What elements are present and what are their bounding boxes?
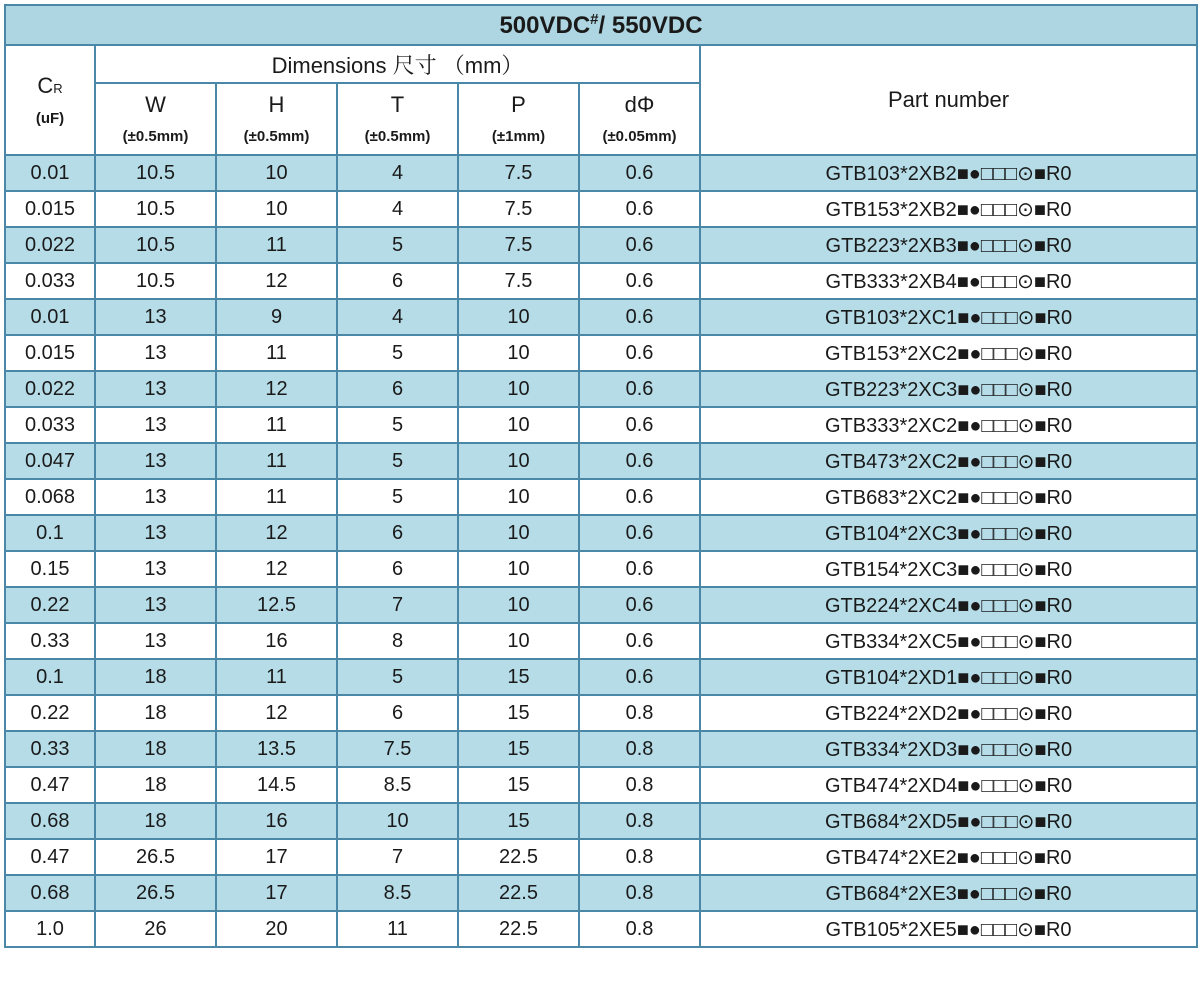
table-row — [5, 299, 1197, 335]
width-cell: 10.5 — [95, 155, 216, 191]
table-row — [5, 263, 1197, 299]
lead-diameter-cell: 0.6 — [579, 335, 700, 371]
width-cell: 13 — [95, 515, 216, 551]
width-cell: 18 — [95, 659, 216, 695]
width-cell: 13 — [95, 587, 216, 623]
table-row — [5, 839, 1197, 875]
height-cell: 12 — [216, 695, 337, 731]
height-cell: 10 — [216, 191, 337, 227]
dimensions-header: Dimensions 尺寸 （mm） — [95, 45, 700, 83]
pitch-cell: 15 — [458, 659, 579, 695]
width-cell: 18 — [95, 695, 216, 731]
height-cell: 12.5 — [216, 587, 337, 623]
lead-diameter-cell: 0.6 — [579, 659, 700, 695]
thickness-cell: 4 — [337, 299, 458, 335]
pitch-cell: 22.5 — [458, 839, 579, 875]
part-number-cell: GTB334*2XD3■●□□□⊙■R0 — [700, 731, 1197, 767]
pitch-cell: 10 — [458, 515, 579, 551]
thickness-cell: 4 — [337, 155, 458, 191]
pitch-cell: 15 — [458, 695, 579, 731]
lead-diameter-cell: 0.8 — [579, 731, 700, 767]
thickness-cell: 8.5 — [337, 767, 458, 803]
lead-diameter-cell: 0.6 — [579, 623, 700, 659]
lead-diameter-cell: 0.6 — [579, 551, 700, 587]
column-symbol: W — [145, 91, 166, 117]
part-number-cell: GTB154*2XC3■●□□□⊙■R0 — [700, 551, 1197, 587]
height-cell: 20 — [216, 911, 337, 947]
part-number-cell: GTB224*2XC4■●□□□⊙■R0 — [700, 587, 1197, 623]
table-row — [5, 623, 1197, 659]
table-row — [5, 911, 1197, 947]
thickness-cell: 6 — [337, 551, 458, 587]
table-row — [5, 551, 1197, 587]
pitch-cell: 7.5 — [458, 155, 579, 191]
thickness-cell: 6 — [337, 263, 458, 299]
width-cell: 13 — [95, 551, 216, 587]
capacitance-cell: 0.047 — [5, 443, 95, 479]
part-number-cell: GTB104*2XD1■●□□□⊙■R0 — [700, 659, 1197, 695]
width-cell: 10.5 — [95, 263, 216, 299]
spec-table — [4, 4, 1198, 948]
height-cell: 17 — [216, 875, 337, 911]
capacitance-cell: 0.1 — [5, 515, 95, 551]
table-row — [5, 407, 1197, 443]
height-cell: 9 — [216, 299, 337, 335]
table-row — [5, 875, 1197, 911]
table-row — [5, 587, 1197, 623]
capacitance-cell: 0.022 — [5, 371, 95, 407]
part-number-cell: GTB683*2XC2■●□□□⊙■R0 — [700, 479, 1197, 515]
part-number-cell: GTB153*2XB2■●□□□⊙■R0 — [700, 191, 1197, 227]
capacitance-cell: 0.1 — [5, 659, 95, 695]
height-cell: 13.5 — [216, 731, 337, 767]
thickness-cell: 5 — [337, 407, 458, 443]
pitch-cell: 7.5 — [458, 191, 579, 227]
table-row — [5, 803, 1197, 839]
thickness-cell: 11 — [337, 911, 458, 947]
capacitance-cell: 0.022 — [5, 227, 95, 263]
lead-diameter-cell: 0.8 — [579, 803, 700, 839]
part-number-cell: GTB103*2XB2■●□□□⊙■R0 — [700, 155, 1197, 191]
column-tolerance: (±0.5mm) — [364, 128, 431, 146]
thickness-cell: 5 — [337, 443, 458, 479]
part-number-cell: GTB334*2XC5■●□□□⊙■R0 — [700, 623, 1197, 659]
cr-label: C — [37, 73, 54, 99]
part-number-cell: GTB105*2XE5■●□□□⊙■R0 — [700, 911, 1197, 947]
height-cell: 12 — [216, 371, 337, 407]
lead-diameter-cell: 0.6 — [579, 191, 700, 227]
cr-unit: (uF) — [35, 109, 65, 127]
thickness-cell: 6 — [337, 695, 458, 731]
thickness-cell: 7.5 — [337, 731, 458, 767]
title-main: 500VDC — [499, 11, 591, 39]
dimension-column-header — [458, 83, 579, 155]
lead-diameter-cell: 0.6 — [579, 155, 700, 191]
pitch-cell: 10 — [458, 587, 579, 623]
height-cell: 17 — [216, 839, 337, 875]
thickness-cell: 10 — [337, 803, 458, 839]
part-number-cell: GTB473*2XC2■●□□□⊙■R0 — [700, 443, 1197, 479]
width-cell: 13 — [95, 299, 216, 335]
thickness-cell: 8.5 — [337, 875, 458, 911]
part-number-cell: GTB224*2XD2■●□□□⊙■R0 — [700, 695, 1197, 731]
pitch-cell: 7.5 — [458, 227, 579, 263]
pitch-cell: 15 — [458, 731, 579, 767]
thickness-cell: 7 — [337, 839, 458, 875]
lead-diameter-cell: 0.6 — [579, 371, 700, 407]
part-number-cell: GTB103*2XC1■●□□□⊙■R0 — [700, 299, 1197, 335]
thickness-cell: 5 — [337, 227, 458, 263]
pitch-cell: 10 — [458, 335, 579, 371]
pitch-cell: 10 — [458, 299, 579, 335]
height-cell: 11 — [216, 407, 337, 443]
lead-diameter-cell: 0.6 — [579, 587, 700, 623]
lead-diameter-cell: 0.8 — [579, 875, 700, 911]
capacitance-cell: 0.47 — [5, 767, 95, 803]
width-cell: 13 — [95, 443, 216, 479]
capacitance-cell: 0.33 — [5, 731, 95, 767]
height-cell: 16 — [216, 803, 337, 839]
width-cell: 13 — [95, 371, 216, 407]
thickness-cell: 7 — [337, 587, 458, 623]
dimension-column-header — [95, 83, 216, 155]
part-number-cell: GTB684*2XD5■●□□□⊙■R0 — [700, 803, 1197, 839]
width-cell: 10.5 — [95, 191, 216, 227]
thickness-cell: 8 — [337, 623, 458, 659]
capacitance-cell: 0.068 — [5, 479, 95, 515]
height-cell: 12 — [216, 515, 337, 551]
height-cell: 11 — [216, 227, 337, 263]
table-row — [5, 191, 1197, 227]
dimension-column-header — [216, 83, 337, 155]
table-row — [5, 767, 1197, 803]
pitch-cell: 22.5 — [458, 911, 579, 947]
lead-diameter-cell: 0.6 — [579, 299, 700, 335]
pitch-cell: 22.5 — [458, 875, 579, 911]
column-tolerance: (±1mm) — [491, 128, 546, 146]
part-number-cell: GTB223*2XC3■●□□□⊙■R0 — [700, 371, 1197, 407]
lead-diameter-cell: 0.6 — [579, 263, 700, 299]
capacitance-header — [5, 45, 95, 155]
table-row — [5, 371, 1197, 407]
thickness-cell: 6 — [337, 515, 458, 551]
table-row — [5, 695, 1197, 731]
width-cell: 13 — [95, 335, 216, 371]
table-row — [5, 155, 1197, 191]
lead-diameter-cell: 0.8 — [579, 767, 700, 803]
part-number-cell: GTB223*2XB3■●□□□⊙■R0 — [700, 227, 1197, 263]
pitch-cell: 10 — [458, 407, 579, 443]
part-number-cell: GTB684*2XE3■●□□□⊙■R0 — [700, 875, 1197, 911]
capacitance-cell: 0.33 — [5, 623, 95, 659]
table-row — [5, 659, 1197, 695]
width-cell: 18 — [95, 731, 216, 767]
table-title — [5, 5, 1197, 45]
width-cell: 10.5 — [95, 227, 216, 263]
thickness-cell: 5 — [337, 659, 458, 695]
pitch-cell: 10 — [458, 479, 579, 515]
height-cell: 12 — [216, 551, 337, 587]
column-symbol: T — [390, 91, 405, 117]
table-row — [5, 515, 1197, 551]
capacitance-cell: 0.015 — [5, 335, 95, 371]
column-tolerance: (±0.5mm) — [243, 128, 310, 146]
table-row — [5, 443, 1197, 479]
lead-diameter-cell: 0.8 — [579, 911, 700, 947]
lead-diameter-cell: 0.6 — [579, 515, 700, 551]
capacitance-cell: 0.015 — [5, 191, 95, 227]
part-number-cell: GTB104*2XC3■●□□□⊙■R0 — [700, 515, 1197, 551]
lead-diameter-cell: 0.6 — [579, 443, 700, 479]
width-cell: 26 — [95, 911, 216, 947]
column-symbol: H — [268, 91, 285, 117]
height-cell: 16 — [216, 623, 337, 659]
pitch-cell: 10 — [458, 443, 579, 479]
title-sup: # — [590, 10, 599, 28]
column-tolerance: (±0.05mm) — [602, 128, 677, 146]
capacitance-cell: 0.22 — [5, 587, 95, 623]
capacitance-cell: 1.0 — [5, 911, 95, 947]
pitch-cell: 10 — [458, 551, 579, 587]
part-number-cell: GTB153*2XC2■●□□□⊙■R0 — [700, 335, 1197, 371]
lead-diameter-cell: 0.8 — [579, 839, 700, 875]
capacitance-cell: 0.033 — [5, 263, 95, 299]
pitch-cell: 10 — [458, 623, 579, 659]
pitch-cell: 15 — [458, 803, 579, 839]
part-number-cell: GTB474*2XD4■●□□□⊙■R0 — [700, 767, 1197, 803]
width-cell: 13 — [95, 479, 216, 515]
width-cell: 18 — [95, 803, 216, 839]
capacitance-cell: 0.68 — [5, 875, 95, 911]
pitch-cell: 15 — [458, 767, 579, 803]
height-cell: 11 — [216, 479, 337, 515]
table-row — [5, 731, 1197, 767]
cr-subscript: R — [53, 81, 63, 97]
table-body — [5, 155, 1197, 947]
width-cell: 26.5 — [95, 839, 216, 875]
height-cell: 12 — [216, 263, 337, 299]
capacitance-cell: 0.01 — [5, 299, 95, 335]
thickness-cell: 4 — [337, 191, 458, 227]
lead-diameter-cell: 0.8 — [579, 695, 700, 731]
table-row — [5, 227, 1197, 263]
width-cell: 26.5 — [95, 875, 216, 911]
thickness-cell: 5 — [337, 335, 458, 371]
dimension-column-header — [579, 83, 700, 155]
lead-diameter-cell: 0.6 — [579, 227, 700, 263]
table-row — [5, 479, 1197, 515]
capacitance-cell: 0.47 — [5, 839, 95, 875]
capacitance-cell: 0.01 — [5, 155, 95, 191]
lead-diameter-cell: 0.6 — [579, 407, 700, 443]
dimension-column-header — [337, 83, 458, 155]
lead-diameter-cell: 0.6 — [579, 479, 700, 515]
capacitance-cell: 0.68 — [5, 803, 95, 839]
column-tolerance: (±0.5mm) — [122, 128, 189, 146]
thickness-cell: 6 — [337, 371, 458, 407]
part-number-cell: GTB474*2XE2■●□□□⊙■R0 — [700, 839, 1197, 875]
height-cell: 10 — [216, 155, 337, 191]
capacitance-cell: 0.033 — [5, 407, 95, 443]
part-number-header: Part number — [700, 45, 1197, 155]
width-cell: 13 — [95, 407, 216, 443]
part-number-cell: GTB333*2XC2■●□□□⊙■R0 — [700, 407, 1197, 443]
part-number-cell: GTB333*2XB4■●□□□⊙■R0 — [700, 263, 1197, 299]
width-cell: 18 — [95, 767, 216, 803]
pitch-cell: 7.5 — [458, 263, 579, 299]
title-rest: / 550VDC — [598, 11, 703, 39]
height-cell: 11 — [216, 659, 337, 695]
capacitance-cell: 0.15 — [5, 551, 95, 587]
column-symbol: dΦ — [624, 91, 655, 117]
table-row — [5, 335, 1197, 371]
thickness-cell: 5 — [337, 479, 458, 515]
height-cell: 14.5 — [216, 767, 337, 803]
pitch-cell: 10 — [458, 371, 579, 407]
capacitance-cell: 0.22 — [5, 695, 95, 731]
width-cell: 13 — [95, 623, 216, 659]
height-cell: 11 — [216, 335, 337, 371]
height-cell: 11 — [216, 443, 337, 479]
column-symbol: P — [511, 91, 526, 117]
